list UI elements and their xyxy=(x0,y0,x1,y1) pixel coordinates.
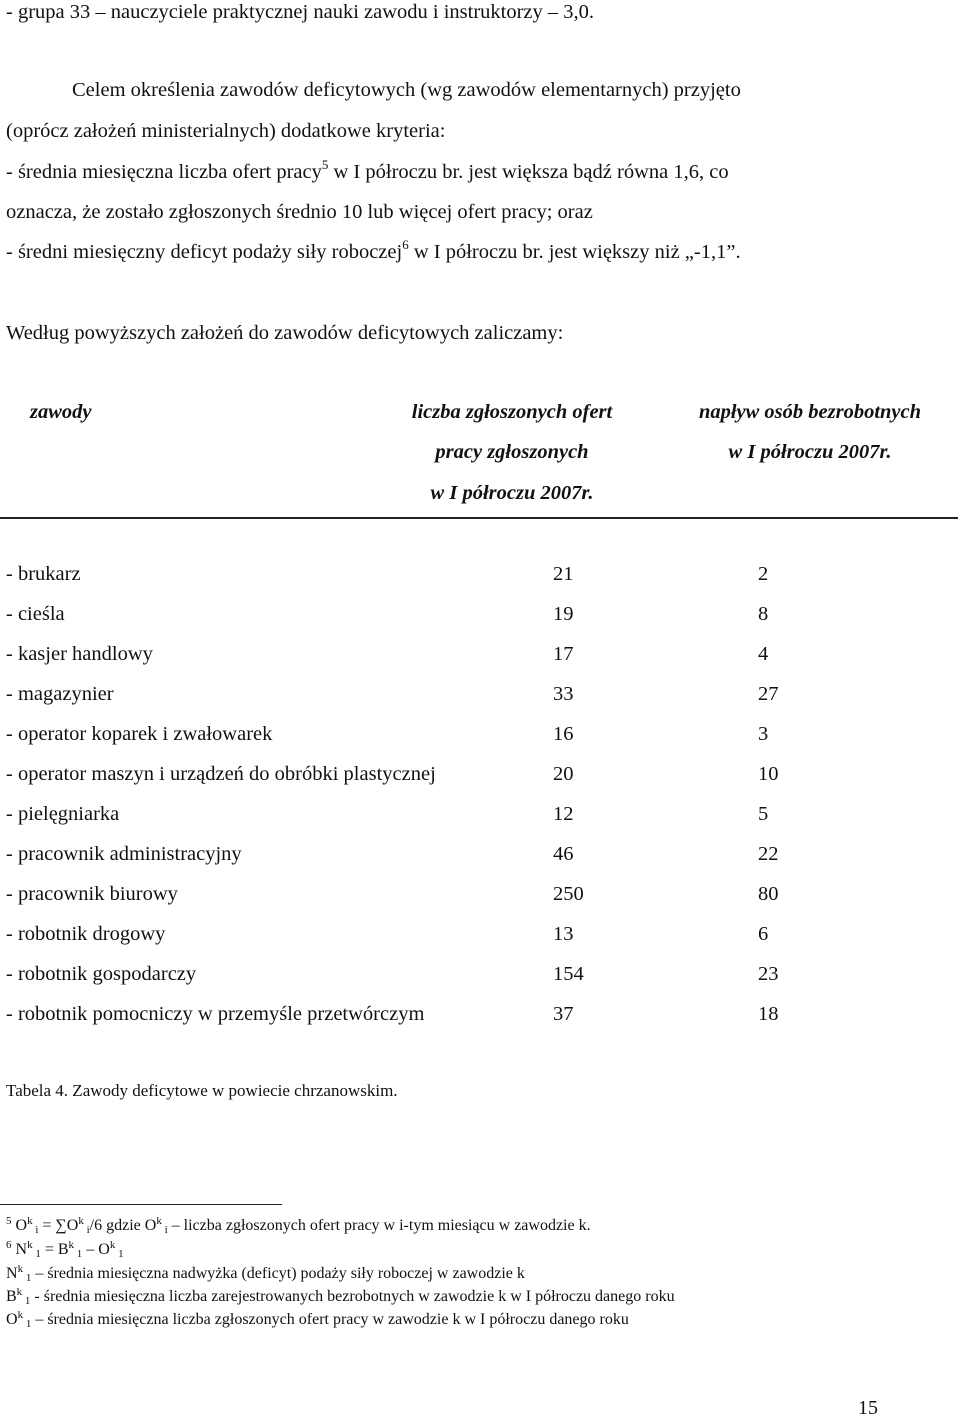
table-row xyxy=(6,604,906,628)
criterion-2-text-a: - średni miesięczny deficyt podaży siły roboczej xyxy=(6,241,403,263)
footnote-def-n xyxy=(6,1263,525,1284)
inflow-count: 18 xyxy=(758,1003,779,1025)
offers-count: 154 xyxy=(553,963,584,985)
def-b-text: średnia miesięczna liczba zarejestrowanych bezrobotnych w zawodzie k w I półroczu danego roku xyxy=(39,1288,675,1305)
footnote-5 xyxy=(6,1215,591,1236)
footnote-number: 6 xyxy=(6,1239,12,1251)
table-header-rule xyxy=(0,517,958,519)
page-number: 15 xyxy=(858,1397,878,1419)
footnote-5-text: liczba zgłoszonych ofert pracy w i-tym miesiącu w zawodzie k. xyxy=(179,1217,591,1234)
table-row xyxy=(6,564,906,588)
def-o-text: średnia miesięczna liczba zgłoszonych ofert pracy w zawodzie k w I półroczu danego roku xyxy=(43,1311,629,1328)
symbol-b: $B^k$ $_1$ - xyxy=(6,1286,40,1307)
inflow-count: 22 xyxy=(758,843,779,865)
table-header-offers-line1: liczba zgłoszonych ofert xyxy=(411,401,613,423)
table-row xyxy=(6,644,906,668)
symbol-o: $O^k$ $_1$ – xyxy=(6,1309,44,1330)
occupation-name: - pielęgniarka xyxy=(6,803,120,825)
inflow-count: 10 xyxy=(758,763,779,785)
occupation-name: - robotnik drogowy xyxy=(6,923,166,945)
offers-count: 13 xyxy=(553,923,574,945)
criterion-1-line1 xyxy=(6,157,729,183)
footnote-def-b xyxy=(6,1286,675,1307)
table-header-offers-line3: w I półroczu 2007r. xyxy=(430,482,594,504)
formula-o-def: $O^k$ $_i = \sum O^k$ $_i$/6 gdzie $O^k$ $_i$ – xyxy=(15,1215,180,1236)
occupation-name: - operator koparek i zwałowarek xyxy=(6,723,273,745)
table-row xyxy=(6,764,906,788)
footnote-number: 5 xyxy=(6,1215,12,1227)
criterion-1-line2: oznacza, że zostało zgłoszonych średnio 10 lub więcej ofert pracy; oraz xyxy=(6,201,593,223)
table-row xyxy=(6,884,906,908)
occupation-name: - brukarz xyxy=(6,563,81,585)
criteria-paragraph-line2: (oprócz założeń ministerialnych) dodatkowe kryteria: xyxy=(6,120,446,142)
footnote-def-o xyxy=(6,1309,629,1330)
table-header-offers-line2: pracy zgłoszonych xyxy=(435,441,589,463)
inflow-count: 8 xyxy=(758,603,769,625)
offers-count: 46 xyxy=(553,843,574,865)
inflow-count: 5 xyxy=(758,803,769,825)
footnote-separator xyxy=(0,1204,282,1205)
offers-count: 20 xyxy=(553,763,574,785)
table-row xyxy=(6,964,906,988)
classification-intro: Według powyższych założeń do zawodów deficytowych zaliczamy: xyxy=(6,322,564,344)
offers-count: 16 xyxy=(553,723,574,745)
table-caption: Tabela 4. Zawody deficytowe w powiecie chrzanowskim. xyxy=(6,1081,398,1100)
footnote-ref-5[interactable]: 5 xyxy=(321,157,329,172)
table-row xyxy=(6,684,906,708)
occupation-name: - operator maszyn i urządzeń do obróbki plastycznej xyxy=(6,763,436,785)
def-n-text: średnia miesięczna nadwyżka (deficyt) podaży siły roboczej w zawodzie k xyxy=(43,1265,525,1282)
table-header-occupations: zawody xyxy=(30,401,92,423)
inflow-count: 3 xyxy=(758,723,769,745)
occupation-name: - kasjer handlowy xyxy=(6,643,153,665)
inflow-count: 23 xyxy=(758,963,779,985)
occupation-name: - pracownik administracyjny xyxy=(6,843,242,865)
footnote-6 xyxy=(6,1239,124,1260)
table-row xyxy=(6,1004,906,1028)
symbol-n: $N^k$ $_1$ – xyxy=(6,1263,44,1284)
occupation-name: - pracownik biurowy xyxy=(6,883,178,905)
inflow-count: 6 xyxy=(758,923,769,945)
criterion-2-text-b: w I półroczu br. jest większy niż „-1,1”. xyxy=(408,241,741,263)
occupation-name: - robotnik gospodarczy xyxy=(6,963,197,985)
table-header-inflow-line2: w I półroczu 2007r. xyxy=(728,441,892,463)
offers-count: 37 xyxy=(553,1003,574,1025)
offers-count: 250 xyxy=(553,883,584,905)
offers-count: 33 xyxy=(553,683,574,705)
table-header-inflow-line1: napływ osób bezrobotnych xyxy=(698,401,922,423)
occupation-name: - robotnik pomocniczy w przemyśle przetwórczym xyxy=(6,1003,425,1025)
intro-line-groups: - grupa 33 – nauczyciele praktycznej nauki zawodu i instruktorzy – 3,0. xyxy=(6,1,595,23)
formula-n-def: $N^k$ $_1 = B^k$ $_1 - O^k$ $_1$ xyxy=(15,1239,124,1260)
criteria-paragraph-line1: Celem określenia zawodów deficytowych (wg zawodów elementarnych) przyjęto xyxy=(72,79,741,101)
inflow-count: 27 xyxy=(758,683,779,705)
criterion-2-line xyxy=(6,237,741,263)
occupation-name: - cieśla xyxy=(6,603,65,625)
offers-count: 12 xyxy=(553,803,574,825)
inflow-count: 4 xyxy=(758,643,769,665)
offers-count: 17 xyxy=(553,643,574,665)
table-row xyxy=(6,924,906,948)
table-row xyxy=(6,724,906,748)
offers-count: 19 xyxy=(553,603,574,625)
table-row xyxy=(6,844,906,868)
offers-count: 21 xyxy=(553,563,574,585)
criterion-1-text-a: - średnia miesięczna liczba ofert pracy xyxy=(6,161,322,183)
occupation-name: - magazynier xyxy=(6,683,114,705)
inflow-count: 80 xyxy=(758,883,779,905)
criterion-1-text-b: w I półroczu br. jest większa bądź równa 1,6, co xyxy=(328,161,729,183)
table-row xyxy=(6,804,906,828)
footnote-ref-6[interactable]: 6 xyxy=(402,237,409,252)
inflow-count: 2 xyxy=(758,563,769,585)
